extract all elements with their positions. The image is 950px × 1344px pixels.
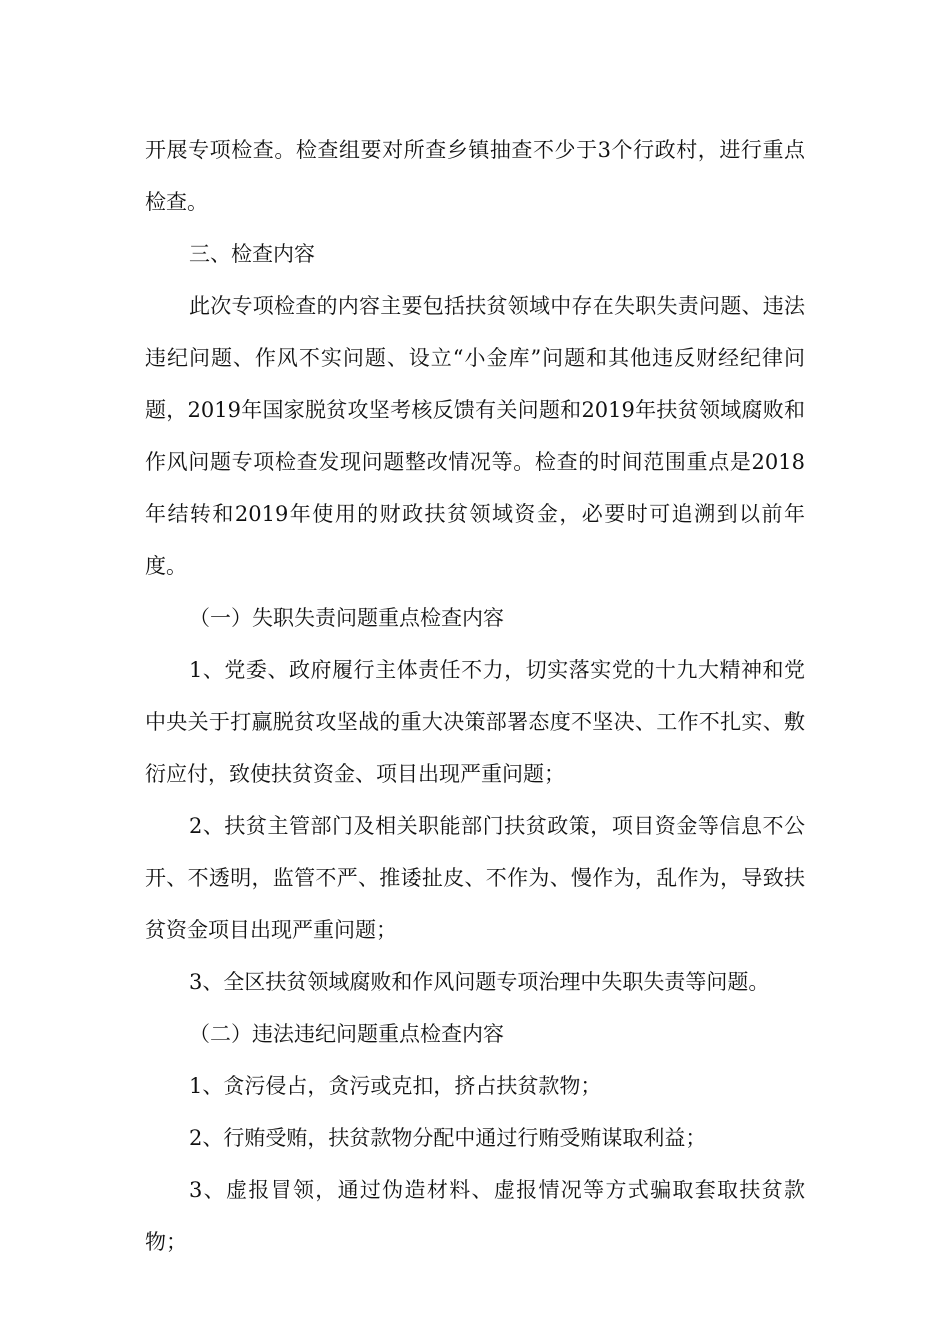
list-item-dereliction-1: 1、党委、政府履行主体责任不力，切实落实党的十九大精神和党中央关于打赢脱贫攻坚战的重大决策部署态度不坚决、工作不扎实、敷衍应付，致使扶贫资金、项目出现严重问题；: [145, 658, 805, 786]
list-item-dereliction-3: 3、全区扶贫领域腐败和作风问题专项治理中失职失责等问题。: [189, 970, 770, 994]
list-item-dereliction-2: 2、扶贫主管部门及相关职能部门扶贫政策，项目资金等信息不公开、不透明，监管不严、推诿扯皮、不作为、慢作为，乱作为，导致扶贫资金项目出现严重问题；: [145, 814, 805, 942]
document-body: [145, 124, 805, 1268]
subsection-heading-dereliction: （一）失职失责问题重点检查内容: [189, 606, 504, 630]
list-item-violation-3: 3、虚报冒领，通过伪造材料、虚报情况等方式骗取套取扶贫款物；: [145, 1178, 805, 1254]
list-item-violation-1: 1、贪污侵占，贪污或克扣，挤占扶贫款物；: [189, 1074, 602, 1098]
paragraph-scope: 此次专项检查的内容主要包括扶贫领域中存在失职失责问题、违法违纪问题、作风不实问题、设立“小金库”问题和其他违反财经纪律问题，2019年国家脱贫攻坚考核反馈有关问题和2019年扶贫领域腐败和作风问题专项检查发现问题整改情况等。检查的时间范围重点是2018年结转和2019年使用的财政扶贫领域资金，必要时可追溯到以前年度。: [145, 294, 805, 578]
subsection-heading-violations: （二）违法违纪问题重点检查内容: [189, 1022, 504, 1046]
section-heading-inspection-content: 三、检查内容: [189, 242, 315, 266]
paragraph-continuation: 开展专项检查。检查组要对所查乡镇抽查不少于3个行政村，进行重点检查。: [145, 138, 805, 214]
list-item-violation-2: 2、行贿受贿，扶贫款物分配中通过行贿受贿谋取利益；: [189, 1126, 707, 1150]
